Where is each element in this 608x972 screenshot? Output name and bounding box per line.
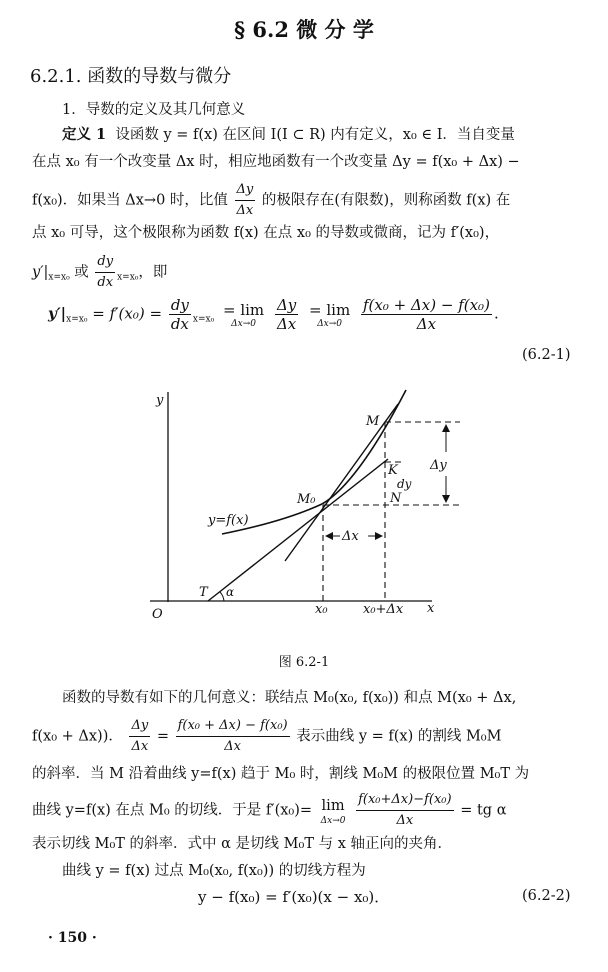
definition-line-2: 在点 x₀ 有一个改变量 Δx 时，相应地函数有一个改变量 Δy = f(x₀ + Δx) −: [32, 154, 520, 170]
para-line-4: 曲线 y=f(x) 在点 M₀ 的切线．于是 f′(x₀)= lim Δx→0 $\frac{\text{f(x₀+Δx)−f(x₀)}}{\Delta x}$ = tg α: [32, 792, 507, 828]
figure-caption: 图 6.2-1: [278, 655, 330, 670]
para-line-2: f(x₀ + Δx))． $\frac{\Delta y}{\Delta x}$ = $\frac{\text{f(x₀ + Δx) − f(x₀)}}{\Delta x}$ 表示曲线 y = f(x) 的割线 M₀M: [32, 718, 502, 754]
x0-tick-label: x₀: [315, 602, 328, 617]
definition-line-4: 点 x₀ 可导，这个极限称为函数 f(x) 在点 x₀ 的导数或微商，记为 f′(x₀)，: [32, 225, 500, 241]
x-axis-label: x: [427, 601, 435, 616]
alpha-arc: [220, 592, 224, 601]
para-line-1: 函数的导数有如下的几何意义：联结点 M₀(x₀, f(x₀)) 和点 M(x₀ + Δx,: [62, 690, 517, 706]
formula-label-6-2-2: (6.2-2): [522, 888, 571, 904]
definition-line-1: 定义 1 设函数 y = f(x) 在区间 I(I ⊂ R) 内有定义，x₀ ∈ I．当自变量: [62, 126, 515, 143]
point-m-label: M: [366, 414, 380, 429]
curve-label: y=f(x): [208, 513, 249, 528]
origin-label: O: [152, 607, 163, 622]
para-line-3: 的斜率．当 M 沿着曲线 y=f(x) 趋于 M₀ 时，割线 M₀M 的极限位置 M₀T 为: [32, 766, 530, 782]
para-line-6: 曲线 y = f(x) 过点 M₀(x₀, f(x₀)) 的切线方程为: [62, 863, 366, 879]
definition-line-5: $y'|_{x=x_0}$ 或 $\frac{dy}{dx}$ $_{x=x_0}$，即: [32, 252, 167, 293]
x0dx-tick-label: x₀+Δx: [363, 602, 404, 617]
point-m0-label: M₀: [297, 492, 316, 507]
delta-x-label: Δx: [342, 529, 359, 544]
formula-6-2-2: y − f(x₀) = f′(x₀)(x − x₀)．: [198, 888, 390, 906]
alpha-label: α: [226, 585, 235, 599]
section-title: § 6.2 微 分 学: [234, 17, 374, 42]
ratio-fraction: $\frac{\Delta y}{\Delta x}$: [236, 182, 254, 218]
definition-line-3: f(x₀)．如果当 Δx→0 时，比值 $\frac{\Delta y}{\Delta x}$ 的极限存在(有限数)，则称函数 f(x) 在: [32, 180, 510, 221]
dy-label: dy: [397, 477, 412, 491]
derivative-fraction: $\frac{dy}{dx}$: [97, 254, 114, 290]
formula-label-6-2-1: (6.2-1): [522, 347, 571, 363]
tangent-point-label: T: [199, 585, 208, 600]
subsection-title: 6.2.1. 函数的导数与微分: [30, 66, 232, 87]
point-k-label: K: [388, 463, 398, 478]
formula-6-2-1: $y'|_{x=x_0} = f'(x_0)$ = $\frac{dy}{dx}$ $_{x=x_0}$ = lim Δx→0 $\frac{\Delta y}{\Delta x}$ = lim Δx→0 $\frac{\text{f(x₀ + Δx) − f(x₀)}}{\Delta x}$ .: [48, 296, 499, 333]
definition-label: 定义 1: [62, 126, 107, 143]
point-n-label: N: [390, 491, 402, 506]
y-axis-label: y: [156, 393, 164, 408]
delta-y-label: Δy: [430, 458, 447, 473]
item-heading: 1．导数的定义及其几何意义: [62, 102, 246, 118]
tangent-line: [208, 459, 388, 601]
function-curve: [222, 390, 406, 534]
para-line-5: 表示切线 M₀T 的斜率．式中 α 是切线 M₀T 与 x 轴正向的夹角．: [32, 836, 453, 852]
page-number: · 150 ·: [48, 930, 97, 946]
